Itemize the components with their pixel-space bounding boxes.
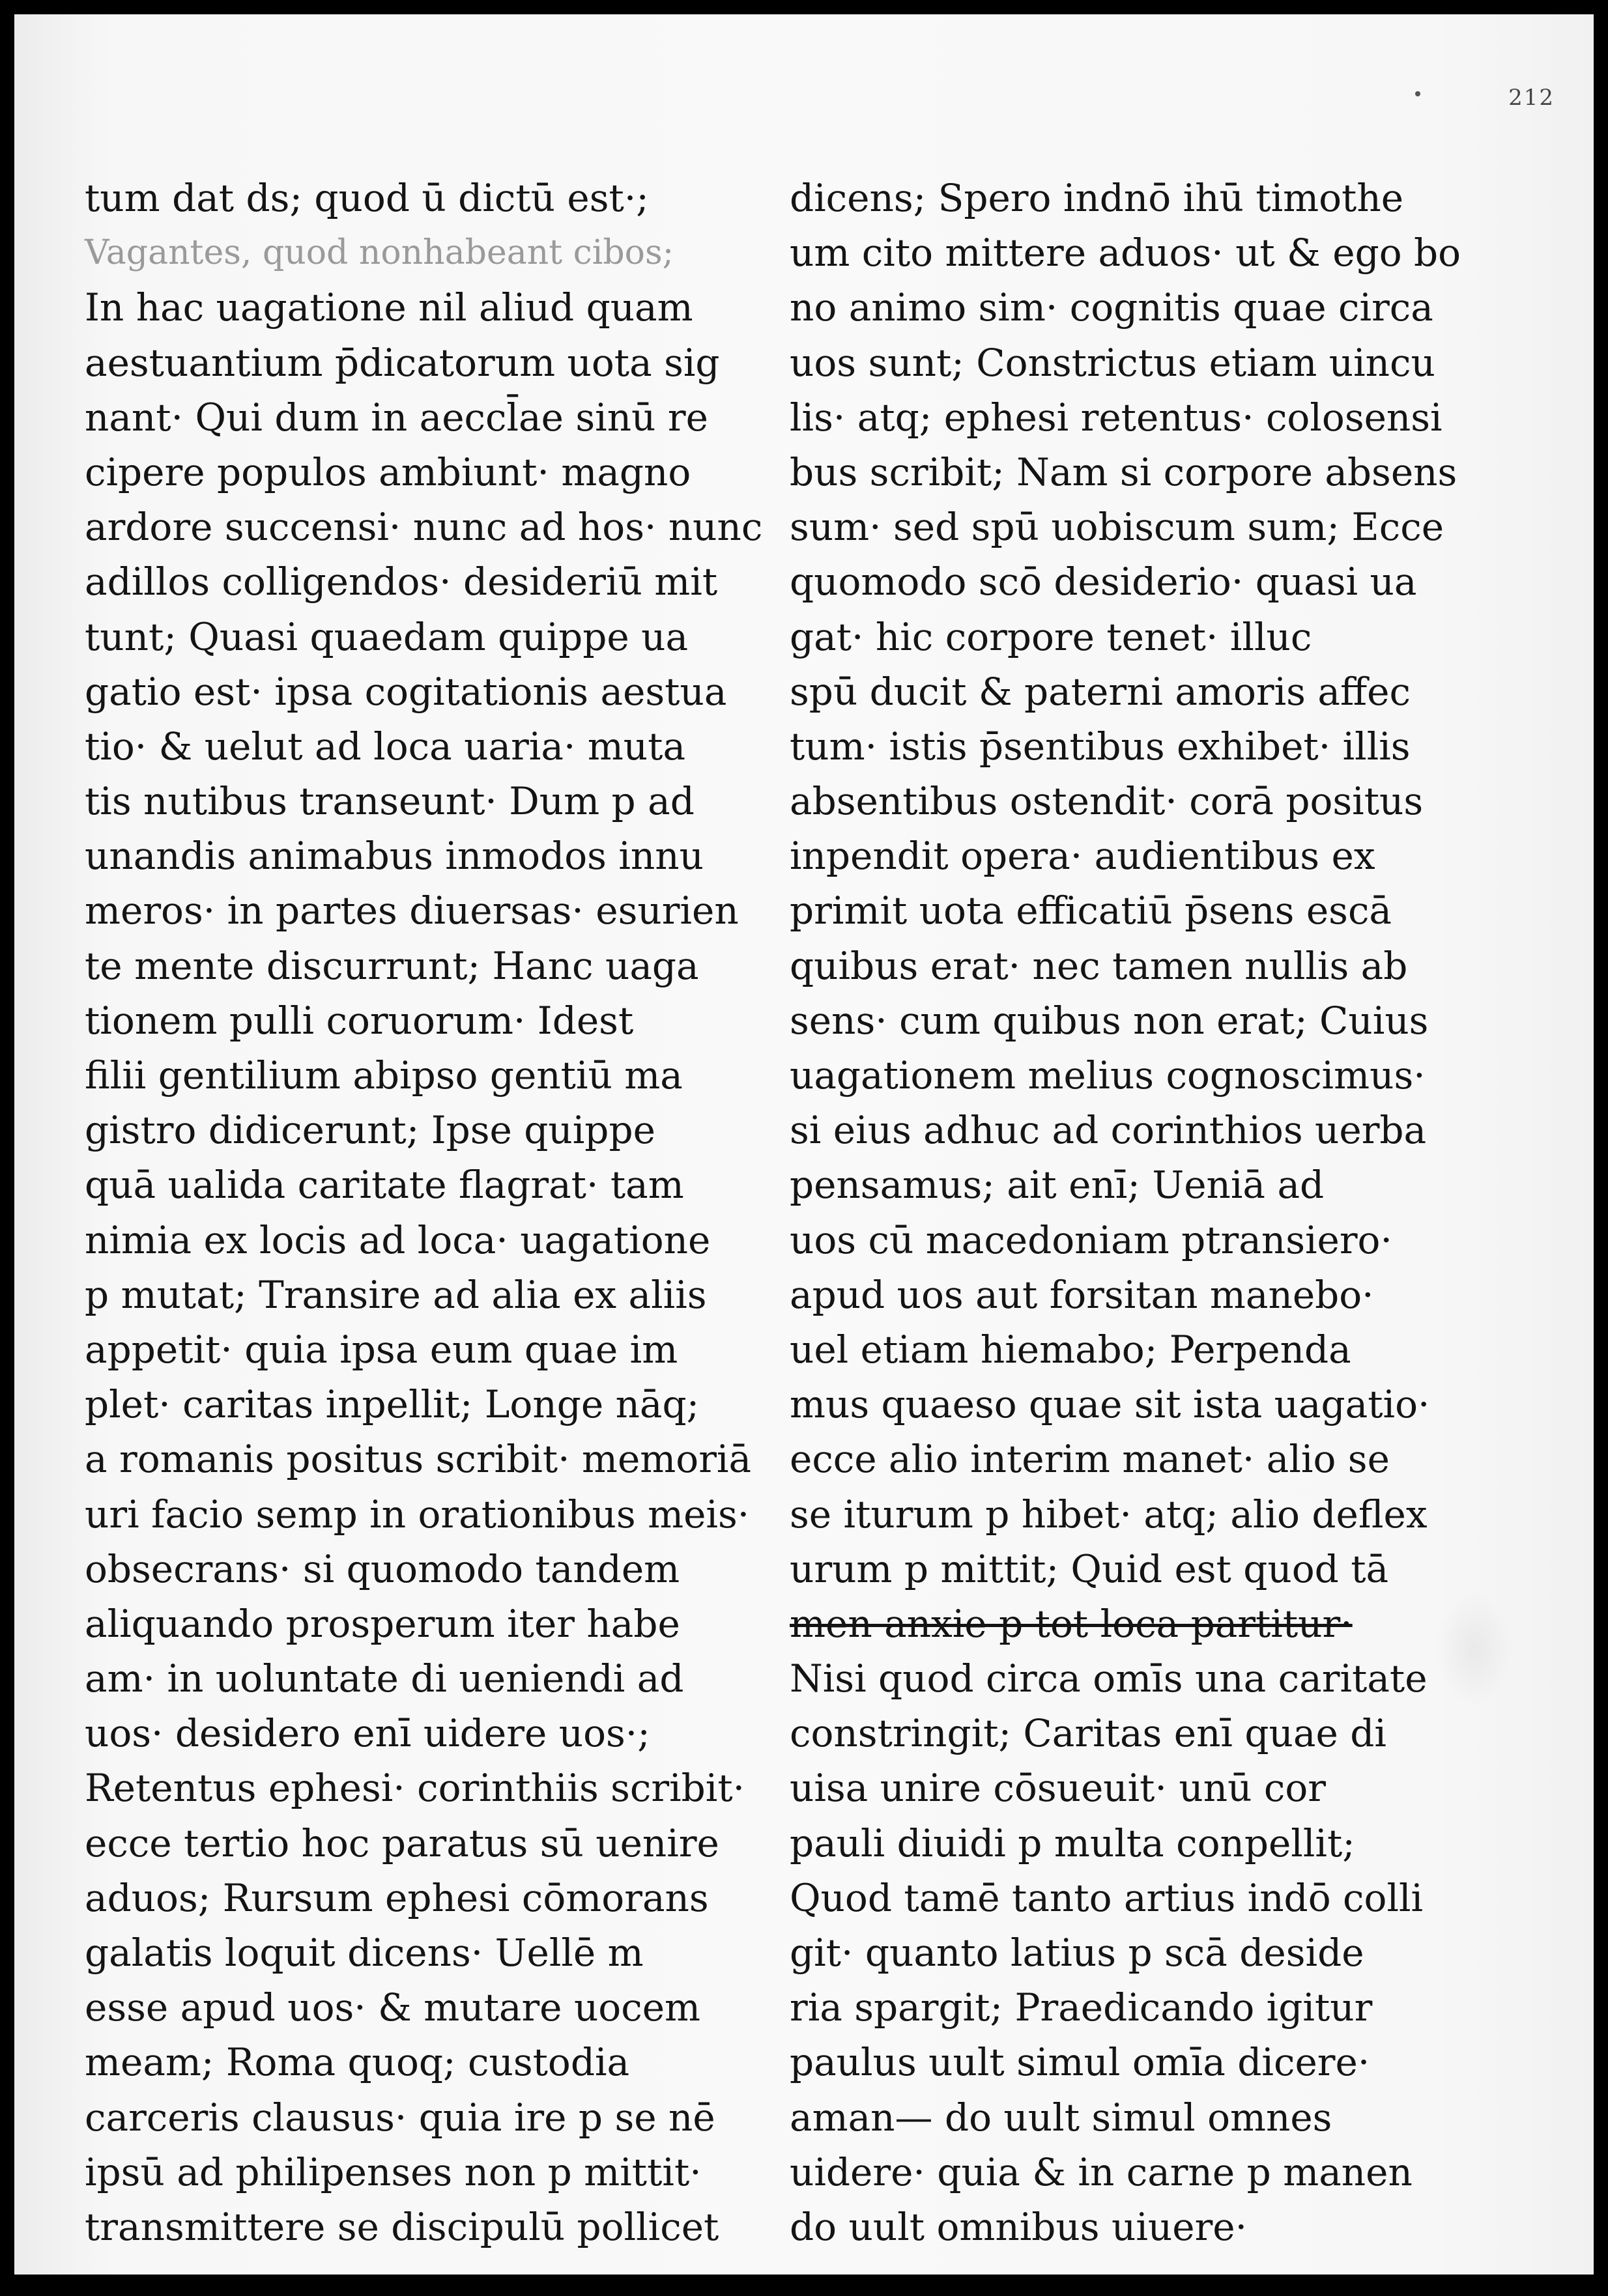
line-text: nimia ex locis ad loca· uagatione — [85, 1217, 711, 1262]
text-line — [790, 2090, 1467, 2145]
line-text: git· quanto latius p scā deside — [790, 1931, 1364, 1975]
line-text: In hac uagatione nil aliud quam — [85, 285, 693, 330]
text-line — [85, 883, 743, 938]
text-line — [85, 2200, 743, 2254]
line-text: spū ducit & paterni amoris affec — [790, 669, 1411, 714]
text-line — [85, 1925, 743, 1980]
line-text: urum p mittit; Quid est quod tā — [790, 1546, 1389, 1591]
text-line — [85, 554, 743, 609]
line-text: filii gentilium abipso gentiū ma — [85, 1053, 683, 1098]
line-text: primit uota efficatiū p̄sens escā — [790, 888, 1392, 933]
line-text: meam; Roma quoq; custodia — [85, 2040, 630, 2085]
line-text: men anxie p tot loca partitur· — [790, 1601, 1353, 1646]
text-line — [85, 1432, 752, 1486]
text-line — [790, 939, 1467, 993]
line-text: aliquando prosperum iter habe — [85, 1601, 680, 1646]
line-text: gatio est· ipsa cogitationis aestua — [85, 669, 727, 714]
text-line — [85, 774, 743, 829]
text-line — [790, 1487, 1467, 1542]
line-text: ecce alio interim manet· alio se — [790, 1437, 1390, 1482]
text-line — [790, 610, 1467, 664]
text-line — [790, 774, 1467, 829]
line-text: uos cū macedoniam ptransiero· — [790, 1217, 1392, 1262]
text-line — [85, 445, 743, 500]
text-line — [85, 1761, 743, 1815]
text-line — [85, 1048, 743, 1103]
line-text: sum· sed spū uobiscum sum; Ecce — [790, 505, 1444, 550]
folio-number: 212 — [1508, 85, 1555, 111]
line-text: tunt; Quasi quaedam quippe ua — [85, 614, 689, 659]
text-line — [85, 664, 743, 719]
text-line — [790, 1103, 1467, 1157]
text-line — [790, 664, 1467, 719]
line-text: dicens; Spero indnō ihū timothe — [790, 176, 1404, 220]
line-text: uos sunt; Constrictus etiam uincu — [790, 340, 1435, 385]
text-line — [790, 500, 1467, 554]
line-text: absentibus ostendit· corā positus — [790, 779, 1424, 824]
line-text: adillos colligendos· desideriū mit — [85, 560, 718, 604]
line-text: mus quaeso quae sit ista uagatio· — [790, 1382, 1430, 1427]
text-line — [85, 1103, 743, 1157]
line-text: pensamus; ait enī; Ueniā ad — [790, 1163, 1325, 1208]
text-line — [790, 1432, 1467, 1486]
text-line — [790, 1761, 1467, 1815]
line-text: am· in uoluntate di ueniendi ad — [85, 1656, 684, 1701]
line-text: te mente discurrunt; Hanc uaga — [85, 943, 699, 988]
line-text: bus scribit; Nam si corpore absens — [790, 449, 1457, 494]
line-text: ardore succensi· nunc ad hos· nunc — [85, 505, 763, 550]
line-text: ria spargit; Praedicando igitur — [790, 1985, 1373, 2030]
text-line — [85, 2035, 743, 2090]
line-text: Vagantes, quod nonhabeant cibos; — [85, 233, 674, 273]
text-line — [85, 1377, 743, 1432]
text-line — [85, 390, 743, 445]
text-line — [790, 1596, 1467, 1651]
text-line — [790, 883, 1467, 938]
text-line — [790, 2200, 1467, 2254]
line-text: tio· & uelut ad loca uaria· muta — [85, 724, 686, 769]
text-line — [85, 500, 763, 554]
text-line — [85, 2090, 743, 2145]
line-text: uos· desidero enī uidere uos·; — [85, 1711, 650, 1756]
line-text: ipsū ad philipenses non p mittit· — [85, 2149, 702, 2194]
text-line — [85, 939, 743, 993]
text-line — [790, 1925, 1467, 1980]
line-text: carceris clausus· quia ire p se nē — [85, 2095, 715, 2140]
line-text: galatis loquit dicens· Uellē m — [85, 1931, 644, 1975]
line-text: apud uos aut forsitan manebo· — [790, 1272, 1374, 1317]
text-line — [790, 1268, 1467, 1322]
line-text: aman— do uult simul omnes — [790, 2095, 1332, 2140]
text-line — [790, 1816, 1467, 1871]
line-text: meros· in partes diuersas· esurien — [85, 888, 739, 933]
text-line — [85, 1706, 743, 1761]
text-line — [85, 2145, 743, 2200]
left-column — [85, 171, 763, 2254]
line-text: sens· cum quibus non erat; Cuius — [790, 998, 1429, 1043]
line-text: Quod tamē tanto artius indō colli — [790, 1875, 1424, 1920]
line-text: si eius adhuc ad corinthios uerba — [790, 1108, 1427, 1153]
ink-dot — [1415, 91, 1420, 96]
line-text: Retentus ephesi· corinthiis scribit· — [85, 1766, 745, 1811]
line-text: lis· atq; ephesi retentus· colosensi — [790, 395, 1443, 440]
text-line — [85, 171, 743, 225]
text-line — [85, 1542, 743, 1596]
text-line — [790, 554, 1467, 609]
text-line — [790, 445, 1467, 500]
text-line — [790, 1651, 1467, 1706]
line-text: tis nutibus transeunt· Dum p ad — [85, 779, 695, 824]
line-text: quomodo scō desiderio· quasi ua — [790, 560, 1417, 604]
text-line — [85, 993, 743, 1048]
text-line — [85, 829, 743, 883]
text-line — [790, 225, 1467, 280]
text-line — [790, 2145, 1467, 2200]
text-line — [790, 171, 1467, 225]
line-text: quibus erat· nec tamen nullis ab — [790, 943, 1408, 988]
text-line — [85, 1322, 743, 1377]
line-text: aduos; Rursum ephesi cōmorans — [85, 1875, 709, 1920]
text-line — [85, 1157, 743, 1212]
line-text: quā ualida caritate flagrat· tam — [85, 1163, 684, 1208]
text-line — [790, 719, 1467, 774]
line-text: uidere· quia & in carne p manen — [790, 2149, 1413, 2194]
line-text: Nisi quod circa omīs una caritate — [790, 1656, 1428, 1701]
text-line — [85, 225, 743, 280]
text-line — [790, 829, 1467, 883]
line-text: a romanis positus scribit· memoriā — [85, 1437, 752, 1482]
text-line — [790, 993, 1467, 1048]
line-text: uri facio semp in orationibus meis· — [85, 1492, 750, 1537]
line-text: appetit· quia ipsa eum quae im — [85, 1327, 678, 1372]
text-line — [85, 1596, 743, 1651]
right-column — [790, 171, 1467, 2254]
line-text: uagationem melius cognoscimus· — [790, 1053, 1426, 1098]
line-text: paulus uult simul omīa dicere· — [790, 2040, 1370, 2085]
text-line — [85, 1487, 750, 1542]
text-line — [790, 1542, 1467, 1596]
line-text: uisa unire cōsueuit· unū cor — [790, 1766, 1326, 1811]
line-text: plet· caritas inpellit; Longe nāq; — [85, 1382, 700, 1427]
text-line — [790, 1322, 1467, 1377]
text-line — [790, 390, 1467, 445]
text-line — [790, 1377, 1467, 1432]
line-text: tionem pulli coruorum· Idest — [85, 998, 634, 1043]
text-line — [85, 1213, 743, 1268]
line-text: um cito mittere aduos· ut & ego bo — [790, 231, 1461, 276]
line-text: gistro didicerunt; Ipse quippe — [85, 1108, 655, 1153]
text-line — [790, 1157, 1467, 1212]
text-line — [790, 335, 1467, 390]
line-text: aestuantium p̄dicatorum uota sig — [85, 340, 720, 385]
line-text: inpendit opera· audientibus ex — [790, 834, 1375, 879]
text-line — [85, 1816, 743, 1871]
text-line — [790, 2035, 1467, 2090]
line-text: obsecrans· si quomodo tandem — [85, 1546, 680, 1591]
line-text: constringit; Caritas enī quae di — [790, 1711, 1386, 1756]
line-text: nant· Qui dum in aeccl̄ae sinū re — [85, 395, 708, 440]
text-line — [85, 610, 743, 664]
text-line — [85, 719, 743, 774]
text-line — [790, 1871, 1467, 1925]
text-line — [85, 1871, 743, 1925]
line-text: unandis animabus inmodos innu — [85, 834, 704, 879]
line-text: esse apud uos· & mutare uocem — [85, 1985, 701, 2030]
line-text: do uult omnibus uiuere· — [790, 2204, 1248, 2249]
line-text: cipere populos ambiunt· magno — [85, 449, 691, 494]
text-line — [85, 1980, 743, 2035]
text-line — [85, 1268, 743, 1322]
text-line — [790, 1706, 1467, 1761]
text-line — [790, 1980, 1467, 2035]
text-line — [790, 1213, 1467, 1268]
line-text: ecce tertio hoc paratus sū uenire — [85, 1821, 719, 1865]
text-line — [85, 1651, 743, 1706]
line-text: no animo sim· cognitis quae circa — [790, 285, 1433, 330]
text-line — [85, 280, 743, 335]
text-line — [790, 280, 1467, 335]
line-text: transmittere se discipulū pollicet — [85, 2204, 719, 2249]
manuscript-page — [14, 14, 1594, 2275]
line-text: gat· hic corpore tenet· illuc — [790, 614, 1312, 659]
line-text: pauli diuidi p multa conpellit; — [790, 1821, 1355, 1865]
line-text: p mutat; Transire ad alia ex aliis — [85, 1272, 707, 1317]
text-line — [85, 335, 743, 390]
text-line — [790, 1048, 1467, 1103]
line-text: tum· istis p̄sentibus exhibet· illis — [790, 724, 1411, 769]
line-text: tum dat ds; quod ū dictū est·; — [85, 176, 649, 220]
line-text: uel etiam hiemabo; Perpenda — [790, 1327, 1351, 1372]
line-text: se iturum p hibet· atq; alio deflex — [790, 1492, 1428, 1537]
